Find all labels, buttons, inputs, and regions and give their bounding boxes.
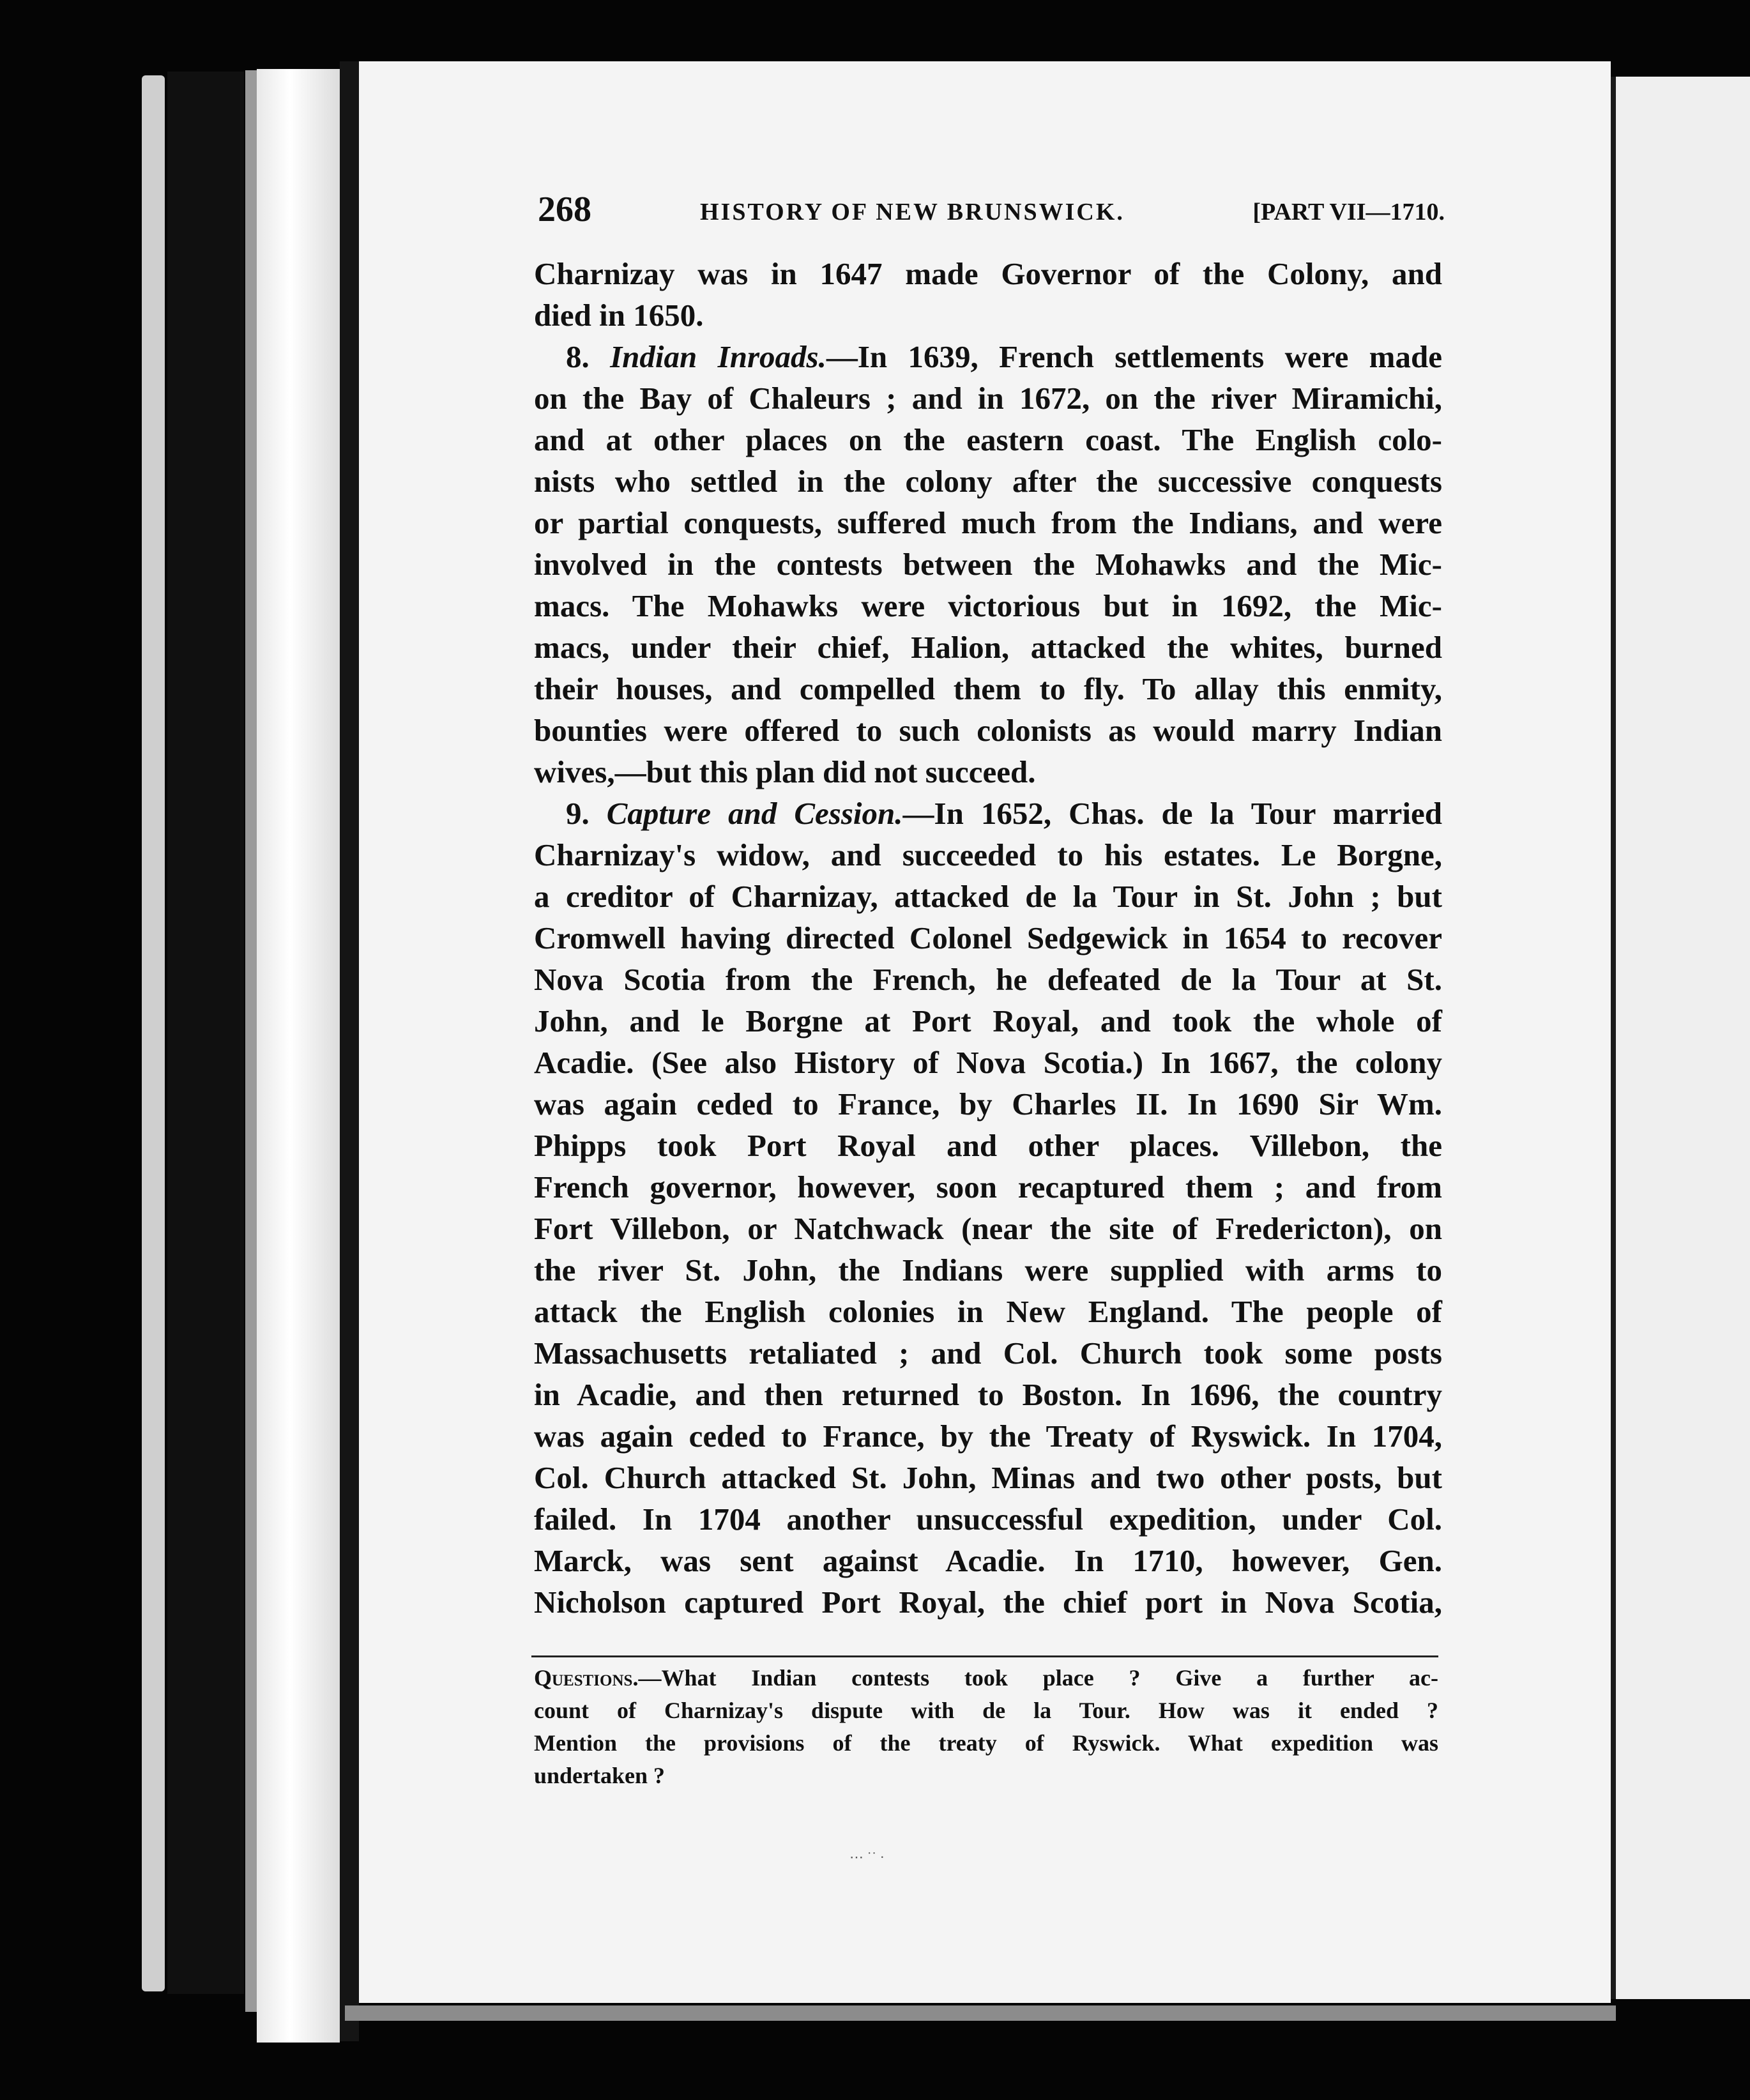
part-label: [PART VII—1710. (1252, 199, 1445, 225)
text-line: Nicholson captured Port Royal, the chief port in Nova Scotia, (534, 1585, 1442, 1620)
text-line: Cromwell having directed Colonel Sedgewick in 1654 to recover (534, 920, 1442, 955)
text-line: Fort Villebon, or Natchwack (near the site of Fredericton), on (534, 1211, 1442, 1246)
text-line: nists who settled in the colony after the successive conquests (534, 464, 1442, 499)
text-line: John, and le Borgne at Port Royal, and took the whole of (534, 1003, 1442, 1039)
section-title: Indian Inroads. (610, 339, 826, 374)
text-line: failed. In 1704 another unsuccessful expedition, under Col. (534, 1502, 1442, 1537)
text-line: was again ceded to France, by the Treaty of Ryswick. In 1704, (534, 1419, 1442, 1454)
book-gutter (340, 61, 359, 2041)
section-number: 8. (566, 339, 611, 374)
text-line: Col. Church attacked St. John, Minas and two other posts, but (534, 1460, 1442, 1495)
text-line: French governor, however, soon recaptured them ; and from (534, 1169, 1442, 1205)
section-heading-line (534, 793, 1442, 834)
text-line: their houses, and compelled them to fly. To allay this enmity, (534, 671, 1442, 706)
text-line: Nova Scotia from the French, he defeated de la Tour at St. (534, 962, 1442, 997)
text-line: was again ceded to France, by Charles II. In 1690 Sir Wm. (534, 1086, 1442, 1122)
text-line: Marck, was sent against Acadie. In 1710, however, Gen. (534, 1543, 1442, 1578)
question-line: undertaken ? (534, 1763, 666, 1788)
text-line: —In 1652, Chas. de la Tour married (902, 796, 1442, 831)
text-line: and at other places on the eastern coast. The English colo- (534, 422, 1442, 457)
text-line: Acadie. (See also History of Nova Scotia.) In 1667, the colony (534, 1045, 1442, 1080)
section-heading-line (534, 336, 1442, 377)
text-line: in Acadie, and then returned to Boston. In 1696, the country (534, 1377, 1442, 1412)
text-line: or partial conquests, suffered much from the Indians, and were (534, 505, 1442, 540)
running-header (538, 189, 1445, 227)
book-page-stack (257, 69, 340, 2043)
text-line: —In 1639, French settlements were made (826, 339, 1442, 374)
question-line: Mention the provisions of the treaty of Ryswick. What expedition was (534, 1730, 1438, 1756)
text-line: involved in the contests between the Mohawks and the Mic- (534, 547, 1442, 582)
text-line: Charnizay's widow, and succeeded to his estates. Le Borgne, (534, 837, 1442, 872)
text-line: Massachusetts retaliated ; and Col. Church took some posts (534, 1335, 1442, 1371)
text-line: wives,—but this plan did not succeed. (534, 754, 1036, 789)
section-title: Capture and Cession. (606, 796, 903, 831)
adjacent-page (1611, 77, 1750, 1999)
text-line: macs, under their chief, Halion, attacked the whites, burned (534, 630, 1442, 665)
body-text (534, 253, 1442, 1623)
book-edge-outer (142, 75, 165, 1991)
page-number: 268 (538, 190, 591, 229)
text-line: the river St. John, the Indians were supplied with arms to (534, 1252, 1442, 1288)
book-edge-gray (245, 70, 257, 2012)
question-line: count of Charnizay's dispute with de la Tour. How was it ended ? (534, 1698, 1438, 1723)
text-line: a creditor of Charnizay, attacked de la Tour in St. John ; but (534, 879, 1442, 914)
book-spine-shadow (167, 72, 244, 1994)
text-line: Phipps took Port Royal and other places. Villebon, the (534, 1128, 1442, 1163)
question-line (534, 1662, 1438, 1694)
text-line: bounties were offered to such colonists as would marry Indian (534, 713, 1442, 748)
questions-footnote (534, 1662, 1438, 1792)
text-line: on the Bay of Chaleurs ; and in 1672, on the river Miramichi, (534, 381, 1442, 416)
ink-smudge: ⋯ ˙˙ · (849, 1849, 885, 1865)
question-text: —What Indian contests took place ? Give a further ac- (638, 1665, 1438, 1691)
page-bottom-edge (345, 2005, 1616, 2021)
questions-label: Questions. (534, 1665, 639, 1691)
text-line: Charnizay was in 1647 made Governor of the Colony, and (534, 256, 1442, 291)
section-number: 9. (566, 796, 607, 831)
text-line: macs. The Mohawks were victorious but in 1692, the Mic- (534, 588, 1442, 623)
footnote-rule (531, 1655, 1438, 1657)
text-line: died in 1650. (534, 298, 704, 333)
text-line: attack the English colonies in New England. The people of (534, 1294, 1442, 1329)
running-title: HISTORY OF NEW BRUNSWICK. (700, 199, 1125, 225)
